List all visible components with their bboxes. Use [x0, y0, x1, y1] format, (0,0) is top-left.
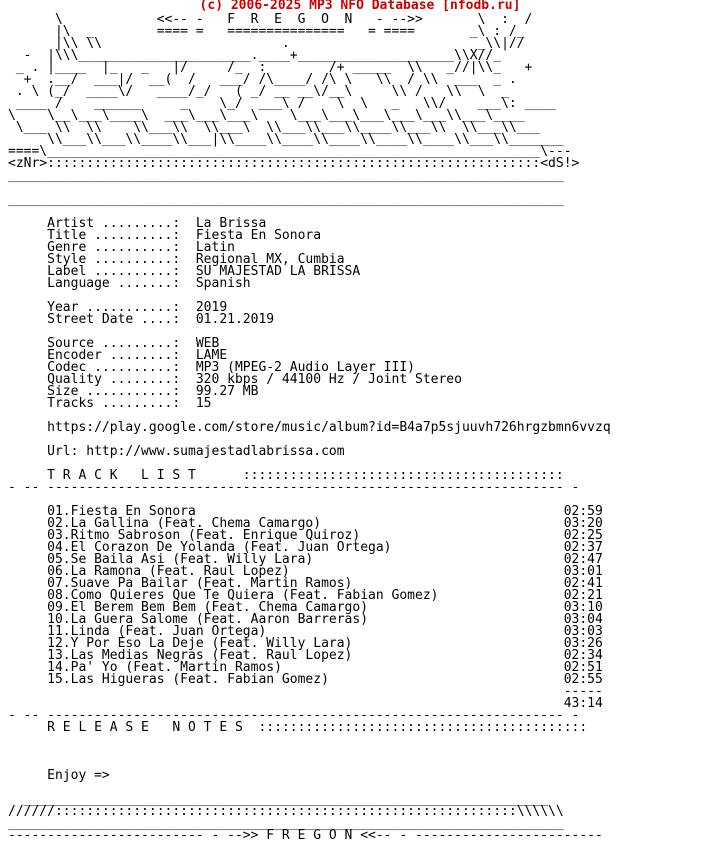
nfo-line: Enjoy => [8, 768, 110, 783]
nfo-line: Street Date ....: 01.21.2019 [8, 312, 275, 327]
nfo-line: - -- ------------------------------------------------------------------ - [8, 708, 580, 723]
nfo-line: 03.Ritmo Sabroson (Feat. Enrique Quiroz) 02:25 [8, 528, 603, 543]
nfo-line: ----- [8, 684, 603, 699]
nfo-line: - -- ------------------------------------------------------------------ - [8, 480, 580, 495]
nfo-line: //////:::::::::::::::::::::::::::::::::::::::::::::::::::::::::::\\\\\\ [8, 804, 564, 819]
nfo-line: . \ (_/ ____\/ ____/_/ ( _/ __ __\/__\ \\ / \\ \ _ [8, 84, 517, 99]
nfo-line: https://play.google.com/store/music/album?id=B4a7p5sjuuvh726hrgzbmn6vvzq [8, 420, 611, 435]
nfo-text [8, 14, 611, 842]
nfo-line: Genre ..........: Latin [8, 240, 235, 255]
nfo-line: 06.La Ramona (Feat. Raul Lopez) 03:01 [8, 564, 603, 579]
nfo-line: \ <<-- - F R E G O N - -->> \ : / [8, 12, 549, 27]
nfo-line: Label ..........: SU MAJESTAD LA BRISSA [8, 264, 361, 279]
nfo-line: 08.Como Quieres Que Te Quiera (Feat. Fabian Gomez) 02:21 [8, 588, 603, 603]
nfo-line: Encoder ........: LAME [8, 348, 228, 363]
nfo-line: - |\\\______________________.____+____________________\\X//_ [8, 48, 509, 63]
nfo-line: <zNr>:::::::::::::::::::::::::::::::::::::::::::::::::::::::::::::::<dS!> [8, 156, 580, 171]
nfo-line: \\___\\___\\____\\___|\\____\\____\\____\\____\\____\\___\\_______ [8, 132, 564, 147]
nfo-line: 14.Pa' Yo (Feat. Martin Ramos) 02:51 [8, 660, 603, 675]
nfo-line: |\\ \\ . _\\|// [8, 36, 541, 51]
nfo-line: Source .........: WEB [8, 336, 220, 351]
nfo-line: _______________________________________________________________________ [8, 192, 564, 207]
nfo-line: Tracks .........: 15 [8, 396, 212, 411]
nfo-line: Language .......: Spanish [8, 276, 251, 291]
nfo-line: Size ...........: 99.27 MB [8, 384, 259, 399]
nfo-line: 43:14 [8, 696, 603, 711]
nfo-line: ___________________________________________________________________ [8, 792, 549, 807]
nfo-line: 12.Y Por Eso La Deje (Feat. Willy Lara) 03:26 [8, 636, 603, 651]
nfo-line: Url: http://www.sumajestadlabrissa.com [8, 444, 345, 459]
nfo-line: 15.Las Higueras (Feat. Fabian Gomez) 02:55 [8, 672, 603, 687]
nfo-line: 01.Fiesta En Sonora 02:59 [8, 504, 603, 519]
nfo-line: _ . |____ |_ _ |/ /_ : /+ _____ \\ _//|\\_ + [8, 60, 533, 75]
nfo-line: _______________________________________________________________________ [8, 168, 564, 183]
nfo-line: ____ / ______ _ \_/ ___\ / \ \ _ \\/ ___\: ____ [8, 96, 556, 111]
nfo-line: 11.Linda (Feat. Juan Ortega) 03:03 [8, 624, 603, 639]
nfo-line: 04.El Corazon De Yolanda (Feat. Juan Ortega) 02:37 [8, 540, 603, 555]
nfo-line: 05.Se Baila Asi (Feat. Willy Lara) 02:47 [8, 552, 603, 567]
nfo-line: T R A C K L I S T ::::::::::::::::::::::::::::::::::::::::: [8, 468, 564, 483]
nfo-line: + .__/ ___|/ __( / ___/ /\____/ /\ \ \\ / \\ ___ _ . [8, 72, 517, 87]
nfo-line: ====\_______________________________________________________________\--- [8, 144, 572, 159]
nfo-line: Title ..........: Fiesta En Sonora [8, 228, 322, 243]
nfo-line: 02.La Gallina (Feat. Chema Camargo) 03:20 [8, 516, 603, 531]
nfo-line: 13.Las Medias Negras (Feat. Raul Lopez) 02:34 [8, 648, 603, 663]
nfo-line: R E L E A S E N O T E S :::::::::::::::::::::::::::::::::::::::::: [8, 720, 588, 735]
nfo-line: \ \__\___\____\ ___\___\___\ \___\___\___\___\___\\___\____ [8, 108, 533, 123]
nfo-line: ------------------------- - -->> F R E G O N <<-- - ------------------------ [8, 828, 603, 843]
nfo-line: 07.Suave Pa Bailar (Feat. Martin Ramos) 02:41 [8, 576, 603, 591]
nfo-line: |\ _ ==== = =============== = ==== _\ : /_ [8, 24, 541, 39]
nfo-line: Year ...........: 2019 [8, 300, 228, 315]
nfo-line: Codec ..........: MP3 (MPEG-2 Audio Layer III) [8, 360, 415, 375]
site-header: (c) 2006-2025 MP3 NFO Database [nfodb.ru] [199, 0, 521, 13]
nfo-line: 10.La Guera Salome (Feat. Aaron Barreras) 03:04 [8, 612, 603, 627]
nfo-line: 09.El Berem Bem Bem (Feat. Chema Camargo) 03:10 [8, 600, 603, 615]
nfo-line: Artist .........: La Brissa [8, 216, 267, 231]
nfo-line: \___ \\ \\ \\___\\ \\___\ \\___\\___\\____\\___\\ \\___\\___ [8, 120, 541, 135]
nfo-line: Quality ........: 320 kbps / 44100 Hz / Joint Stereo [8, 372, 462, 387]
nfo-line: Style ..........: Regional MX, Cumbia [8, 252, 345, 267]
nfo-line: _______________________________________________________________________ [8, 816, 564, 831]
